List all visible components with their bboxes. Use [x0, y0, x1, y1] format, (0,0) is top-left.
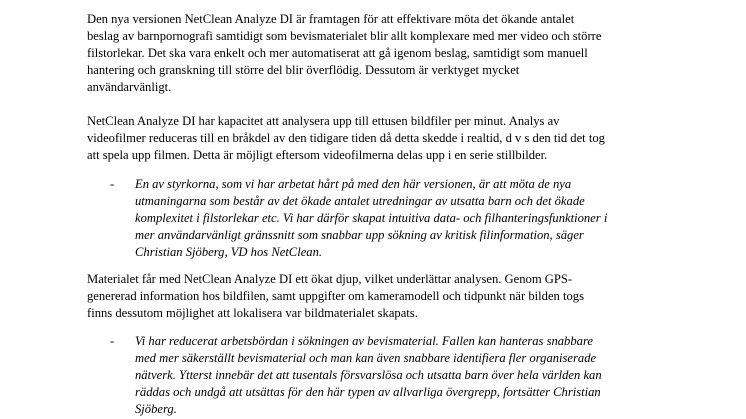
quote-line: nätverk. Ytterst innebär det att tusentals försvarslösa och utsatta barn över hela världen kan [135, 368, 602, 382]
text-line: Den nya versionen NetClean Analyze DI är framtagen för att effektivare möta det ökande antalet [87, 12, 575, 26]
text-line: videofilmer reduceras till en bråkdel av den tidigare tiden då detta skedde i realtid, d v s den tid det tog [87, 131, 605, 145]
quote-line: mer användarvänligt gränssnitt som snabbar upp sökning av kritisk filinformation, säger [135, 228, 584, 242]
text-line: NetClean Analyze DI har kapacitet att analysera upp till ettusen bildfiler per minut. Analys av [87, 114, 560, 128]
text-line: Materialet får med NetClean Analyze DI ett ökat djup, vilket underlättar analysen. Genom GPS- [87, 272, 573, 286]
quote-line: räddas och undgå att utsättas för den här typen av allvarliga övergrepp, fortsätter Christian [135, 385, 601, 399]
paragraph-material [87, 271, 647, 322]
quote-line: med mer säkerställt bevismaterial och man kan även snabbare identifiera fler organiserade [135, 351, 597, 365]
text-line: att spela upp filmen. Detta är möjligt eftersom videofilmerna delas upp i en serie stillbilder. [87, 148, 548, 162]
paragraph-capacity [87, 113, 647, 164]
quote-line: Christian Sjöberg, VD hos NetClean. [135, 245, 323, 259]
text-line: hantering och granskning till större del blir överflödig. Dessutom är verktyget mycket [87, 63, 520, 77]
quote-dash: - [110, 334, 115, 348]
quote-block-2 [135, 333, 675, 418]
text-line: användarvänligt. [87, 80, 172, 94]
text-line: filstorlekar. Det ska vara enkelt och mer automatiserat att gå igenom beslag, samtidigt som manuell [87, 46, 588, 60]
quote-line: utmaningarna som består av det ökade antalet utredningar av utsatta barn och det ökade [135, 194, 585, 208]
text-line: beslag av barnpornografi samtidigt som bevismaterialet blir allt komplexare med mer video och större [87, 29, 602, 43]
quote-dash: - [110, 177, 115, 191]
paragraph-intro [87, 11, 647, 96]
quote-line: Sjöberg. [135, 402, 177, 416]
quote-block-1 [135, 176, 675, 261]
quote-line: En av styrkorna, som vi har arbetat hårt på med den här versionen, är att möta de nya [135, 177, 572, 191]
text-line: genererad information hos bildfilen, samt uppgifter om kameramodell och tidpunkt när bilden togs [87, 289, 584, 303]
quote-line: komplexitet i filstorlekar etc. Vi har därför skapat intuitiva data- och filhanteringsfunktioner i [135, 211, 608, 225]
text-line: finns dessutom möjlighet att lokalisera var bildmaterialet skapats. [87, 306, 418, 320]
quote-line: Vi har reducerat arbetsbördan i sökningen av bevismaterial. Fallen kan hanteras snabbare [135, 334, 593, 348]
